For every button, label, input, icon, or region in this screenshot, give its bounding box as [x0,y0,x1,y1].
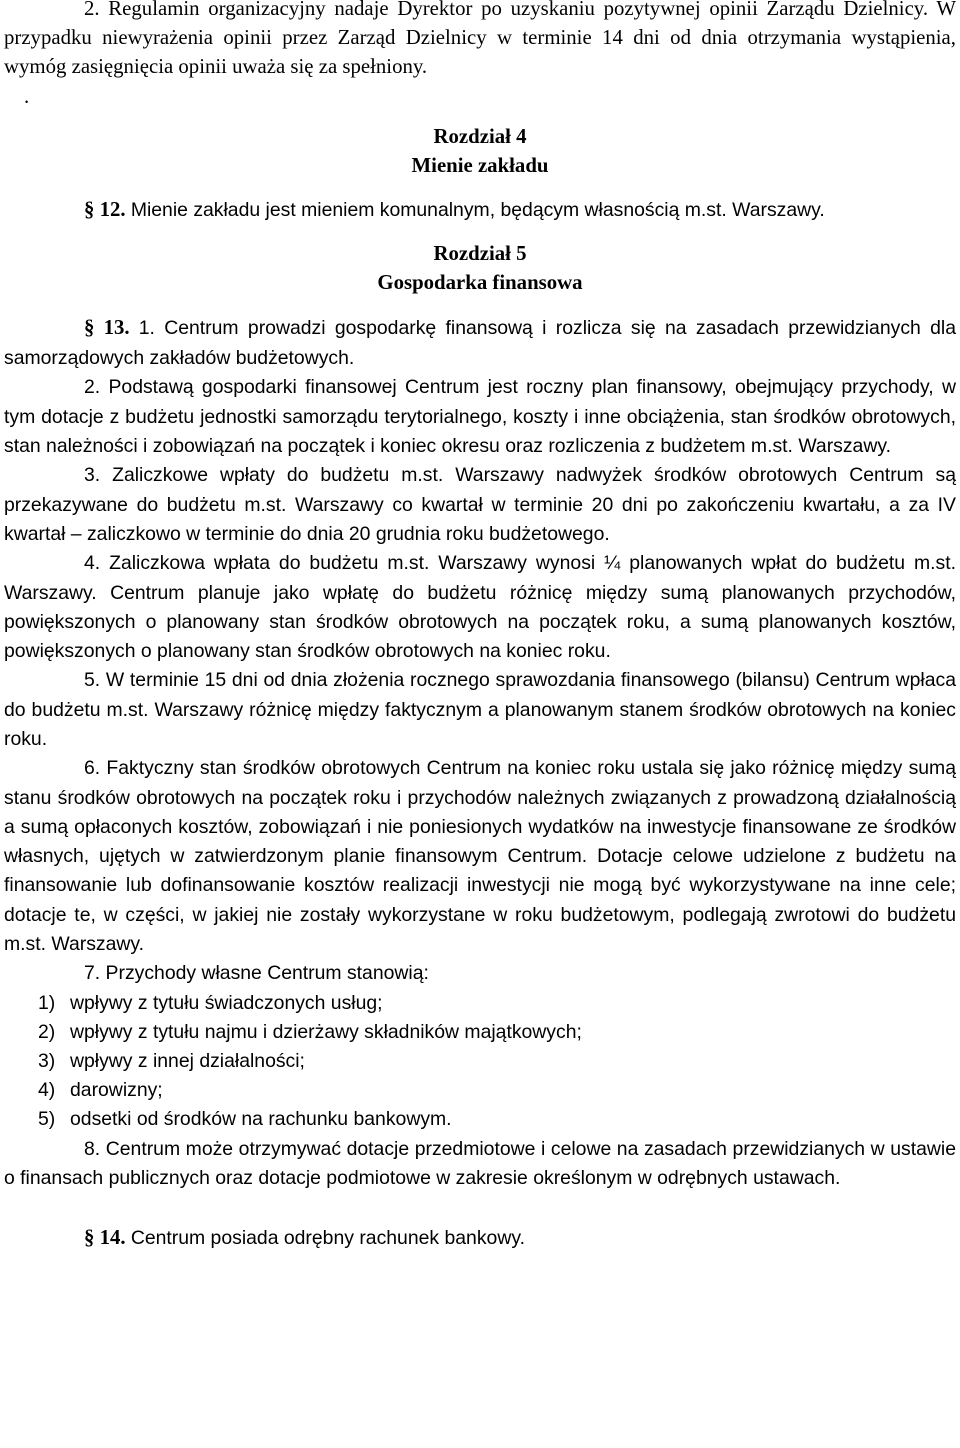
list-item-text: darowizny; [70,1079,163,1102]
list-item-text: wpływy z tytułu świadczonych usług; [70,991,383,1014]
list-item-number: 4) [38,1079,56,1102]
list-item [4,1047,956,1076]
section-13-p2: 2. Podstawą gospodarki finansowej Centrum jest roczny plan finansowy, obejmujący przychody, w tym dotacje z budżetu jednostki samorządu terytorialnego, koszty i inne obciążenia, stan środków obrotowych, stan należności i zobowiązań na początek i koniec okresu oraz rozliczenia z budżetem m.st. Warszawy. [4,376,956,458]
section-13-number: 13. [103,316,130,340]
list-item-number: 5) [38,1108,56,1131]
stray-dot: . [24,84,30,108]
section-13-p3: 3. Zaliczkowe wpłaty do budżetu m.st. Warszawy nadwyżek środków obrotowych Centrum są przekazywane do budżetu m.st. Warszawy co kwartał w terminie 20 dni po zakończeniu kwartału, a za IV kwartał – zaliczkowo w terminie do dnia 20 grudnia roku budżetowego. [4,464,956,545]
list-item [4,1076,956,1105]
section-13-p8: 8. Centrum może otrzymywać dotacje przedmiotowe i celowe na zasadach przewidzianych w ustawie o finansach publicznych oraz dotacje podmiotowe w zakresie określonym w odrębnych ustawach. [4,1137,956,1189]
section-13-p1-text: 1. Centrum prowadzi gospodarkę finansową i rozlicza się na zasadach przewidzianych dla samorządowych zakładów budżetowych. [4,317,957,370]
list-item-text: wpływy z tytułu najmu i dzierżawy składników majątkowych; [70,1020,582,1043]
list-item-text: odsetki od środków na rachunku bankowym. [70,1108,452,1131]
section-14-text: Centrum posiada odrębny rachunek bankowy. [130,1227,525,1250]
chapter-5-heading [4,239,956,297]
section-13-p5: 5. W terminie 15 dni od dnia złożenia rocznego sprawozdania finansowego (bilansu) Centrum wpłaca do budżetu m.st. Warszawy różnicę między faktycznym a planowanym stanem środków obrotowych na koniec roku. [4,669,956,750]
income-list [4,989,956,1135]
section-13-p7-intro: 7. Przychody własne Centrum stanowią: [84,962,429,985]
list-item-number: 3) [38,1049,56,1072]
list-item-text: wpływy z innej działalności; [70,1049,305,1072]
section-sign: § [84,197,95,221]
list-item-number: 2) [38,1020,56,1043]
chapter-4-heading [4,122,956,180]
chapter-4-title: Rozdział 4 [433,124,527,148]
section-12-number: 12. [99,197,126,221]
list-item [4,1018,956,1047]
section-13-p4: 4. Zaliczkowa wpłata do budżetu m.st. Warszawy wynosi ¼ planowanych wpłat do budżetu m.st. Warszawy. Centrum planuje jako wpłatę do budżetu różnicę między sumą planowanych przychodów, powiększonych o planowany stan środków obrotowych na początek roku, a sumą planowanych kosztów, powiększonych o planowany stan środków obrotowych na koniec roku. [4,552,956,663]
section-13-p6: 6. Faktyczny stan środków obrotowych Centrum na koniec roku ustala się jako różnicę między sumą stanu środków obrotowych na początek roku i przychodów należnych związanych z prowadzoną działalnością a sumą opłaconych kosztów, zobowiązań i nie poniesionych wydatków na inwestycje finansowane ze środków własnych, ujętych w zatwierdzonym planie finansowym Centrum. Dotacje celowe udzielone z budżetu na finansowanie lub dofinansowanie kosztów realizacji inwestycji nie mogą być wykorzystywane na inne cele; dotacje te, w części, w jakiej nie zostały wykorzystane w roku budżetowym, podlegają zwrotowi do budżetu m.st. Warszawy. [4,757,956,956]
section-13-p1 [4,313,956,373]
list-item-number: 1) [38,991,56,1014]
chapter-5-subtitle: Gospodarka finansowa [377,271,583,295]
section-sign: § [84,1226,95,1250]
section-12-text: Mienie zakładu jest mieniem komunalnym, będącym własnością m.st. Warszawy. [130,198,825,221]
section-14 [4,1223,956,1253]
section-12 [4,195,956,225]
section-14-number: 14. [99,1226,126,1250]
list-item [4,1105,956,1134]
chapter-4-subtitle: Mienie zakładu [411,153,549,177]
paragraph-2-regulamin: 2. Regulamin organizacyjny nadaje Dyrektor po uzyskaniu pozytywnej opinii Zarządu Dzielnicy. W przypadku niewyrażenia opinii przez Zarząd Dzielnicy w terminie 14 dni od dnia otrzymania wystąpienia, wymóg zasięgnięcia opinii uważa się za spełniony. [4,0,956,79]
list-item [4,989,956,1018]
chapter-5-title: Rozdział 5 [433,242,527,266]
section-sign: § [84,316,95,340]
